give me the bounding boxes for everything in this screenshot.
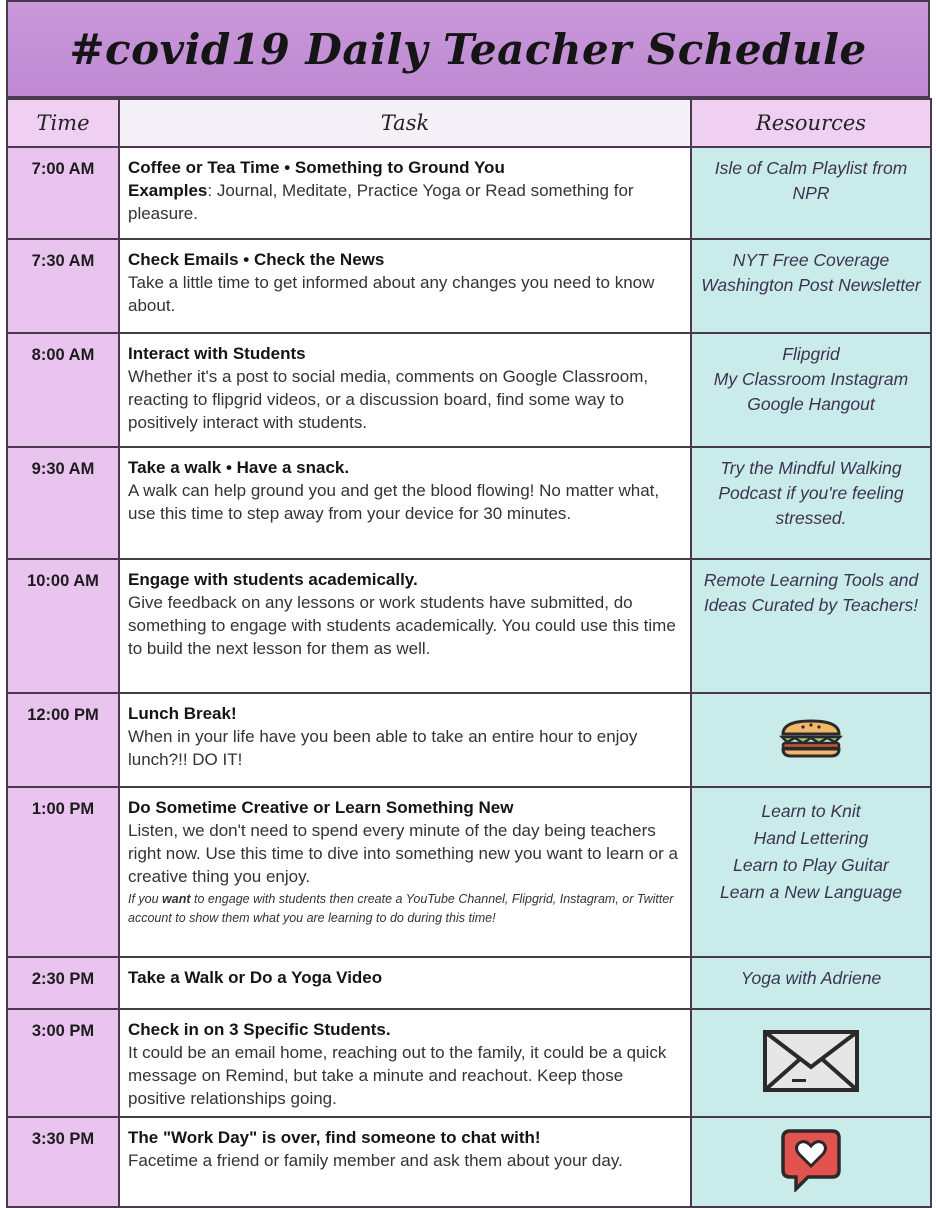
schedule-row <box>7 239 931 333</box>
header-row <box>7 99 931 147</box>
row-time: 12:00 PM <box>7 693 119 787</box>
task-body: A walk can help ground you and get the blood flowing! No matter what, use this time to step away from your device for 30 minutes. <box>128 481 660 523</box>
row-time: 7:00 AM <box>7 147 119 239</box>
schedule-row <box>7 447 931 559</box>
row-resources <box>691 447 931 559</box>
header-time: Time <box>7 99 119 147</box>
row-resources <box>691 787 931 957</box>
row-time: 1:00 PM <box>7 787 119 957</box>
schedule-row <box>7 957 931 1009</box>
task-title: The "Work Day" is over, find someone to chat with! <box>128 1128 541 1147</box>
task-title: Lunch Break! <box>128 704 237 723</box>
row-time: 7:30 AM <box>7 239 119 333</box>
resource-link[interactable]: Hand Lettering <box>753 828 869 848</box>
task-body <box>128 179 684 225</box>
resource-link[interactable]: Washington Post Newsletter <box>701 275 921 295</box>
row-task <box>119 1117 691 1207</box>
resource-link[interactable]: My Classroom Instagram <box>713 369 909 389</box>
row-resources <box>691 693 931 787</box>
header-resources: Resources <box>691 99 931 147</box>
row-resources <box>691 1117 931 1207</box>
task-note <box>128 890 684 928</box>
row-time: 3:00 PM <box>7 1009 119 1117</box>
row-task <box>119 239 691 333</box>
row-time: 9:30 AM <box>7 447 119 559</box>
task-title: Do Sometime Creative or Learn Something New <box>128 798 514 817</box>
schedule-row <box>7 1117 931 1207</box>
resource-link[interactable]: Flipgrid <box>782 344 840 364</box>
row-time: 10:00 AM <box>7 559 119 693</box>
task-body: Take a little time to get informed about any changes you need to know about. <box>128 273 655 315</box>
task-title: Interact with Students <box>128 344 306 363</box>
resource-link[interactable]: Google Hangout <box>747 394 875 414</box>
schedule-row <box>7 1009 931 1117</box>
row-task <box>119 333 691 447</box>
task-body-label: Examples <box>128 181 208 200</box>
row-resources <box>691 559 931 693</box>
schedule-row <box>7 693 931 787</box>
task-title: Coffee or Tea Time • Something to Ground You <box>128 158 505 177</box>
resource-link[interactable]: Yoga with Adriene <box>740 968 882 988</box>
row-task <box>119 447 691 559</box>
sandwich-icon <box>777 718 845 765</box>
row-task <box>119 957 691 1009</box>
row-time: 2:30 PM <box>7 957 119 1009</box>
task-body: When in your life have you been able to take an entire hour to enjoy lunch?!! DO IT! <box>128 727 638 769</box>
title-banner <box>6 0 930 98</box>
schedule-row <box>7 559 931 693</box>
schedule-row <box>7 147 931 239</box>
resource-link[interactable]: Try the Mindful Walking Podcast if you're feeling stressed. <box>718 458 904 528</box>
task-body: Facetime a friend or family member and ask them about your day. <box>128 1151 623 1170</box>
task-title: Check in on 3 Specific Students. <box>128 1020 391 1039</box>
resource-link[interactable]: Learn to Play Guitar <box>733 855 889 875</box>
schedule-row <box>7 333 931 447</box>
row-time: 3:30 PM <box>7 1117 119 1207</box>
row-time: 8:00 AM <box>7 333 119 447</box>
task-note-post: to engage with students then create a YouTube Channel, Flipgrid, Instagram, or Twitter account to show them what you are learning to do during this time! <box>128 892 674 925</box>
resource-link[interactable]: Learn to Knit <box>761 801 861 821</box>
row-resources <box>691 957 931 1009</box>
page-title: #covid19 Daily Teacher Schedule <box>69 24 867 74</box>
resource-link[interactable]: Learn a New Language <box>720 882 902 902</box>
task-body: Listen, we don't need to spend every minute of the day being teachers right now. Use this time to dive into something new you want to learn or a creative thing you enjoy. <box>128 821 678 886</box>
resource-link[interactable]: Isle of Calm Playlist from NPR <box>714 158 908 203</box>
row-resources <box>691 147 931 239</box>
task-title: Engage with students academically. <box>128 570 418 589</box>
task-body: It could be an email home, reaching out to the family, it could be a quick message on Remind, but take a minute and reachout. Keep those positive relationships going. <box>128 1043 667 1108</box>
row-task <box>119 147 691 239</box>
task-title: Check Emails • Check the News <box>128 250 385 269</box>
envelope-icon <box>762 1029 860 1100</box>
task-body: Give feedback on any lessons or work students have submitted, do something to engage with students academically. You could use this time to build the next lesson for them as well. <box>128 593 676 658</box>
row-task <box>119 787 691 957</box>
resource-link[interactable]: NYT Free Coverage <box>732 250 890 270</box>
resource-link[interactable]: Remote Learning Tools and Ideas Curated by Teachers! <box>703 570 919 615</box>
header-task: Task <box>119 99 691 147</box>
task-title: Take a Walk or Do a Yoga Video <box>128 968 383 987</box>
row-resources <box>691 1009 931 1117</box>
row-resources <box>691 239 931 333</box>
row-resources <box>691 333 931 447</box>
task-body: Whether it's a post to social media, comments on Google Classroom, reacting to flipgrid videos, or a discussion board, find some way to positively interact with students. <box>128 367 649 432</box>
heart-chat-icon <box>780 1128 842 1199</box>
task-note-emphasis: want <box>162 892 191 906</box>
schedule-table <box>6 98 932 1208</box>
row-task <box>119 1009 691 1117</box>
schedule-row <box>7 787 931 957</box>
row-task <box>119 693 691 787</box>
task-title: Take a walk • Have a snack. <box>128 458 350 477</box>
task-note-pre: If you <box>128 892 163 906</box>
task-body-text: : Journal, Meditate, Practice Yoga or Read something for pleasure. <box>128 181 634 223</box>
row-task <box>119 559 691 693</box>
